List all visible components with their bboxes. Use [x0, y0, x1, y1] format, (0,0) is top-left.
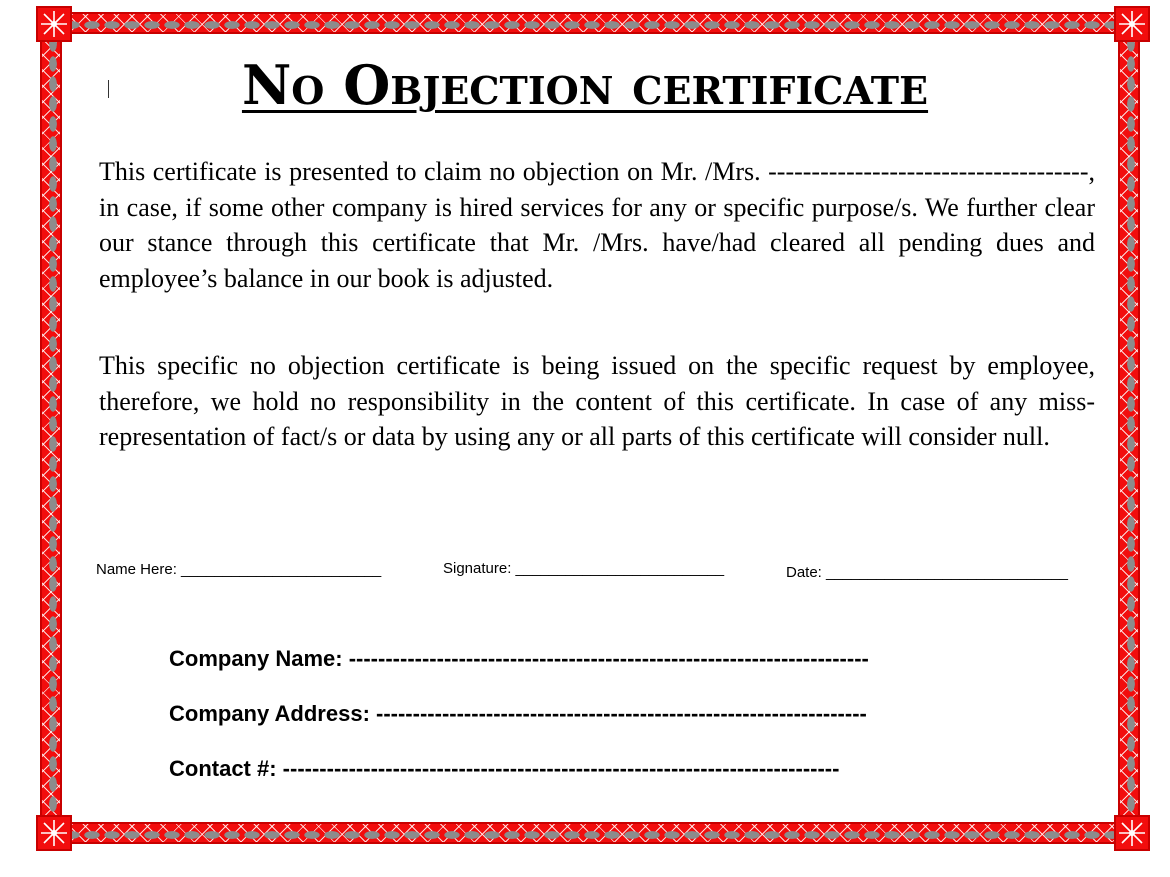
border-bottom — [62, 822, 1120, 844]
company-name-field[interactable]: Company Name: ----------------------------------------------------------------------- — [169, 646, 869, 671]
signature-field[interactable]: Signature: _________________________ — [443, 560, 725, 577]
name-field[interactable]: Name Here: ________________________ — [96, 561, 382, 578]
border-top — [62, 12, 1120, 34]
border-right — [1118, 34, 1140, 824]
corner-ornament-icon — [36, 6, 72, 42]
certificate-paragraph-1: This certificate is presented to claim no objection on Mr. /Mrs. -------------------------------------, in case, if some other company is hired services for any or specific purpose/s. We further clear our stance through this certificate that Mr. /Mrs. have/had cleared all pending dues and employee’s balance in our book is adjusted. — [99, 157, 1095, 293]
corner-ornament-icon — [36, 815, 72, 851]
corner-ornament-icon — [1114, 6, 1150, 42]
certificate-title: No Objection certificate — [241, 53, 929, 117]
contact-field[interactable]: Contact #: ---------------------------------------------------------------------------- — [169, 756, 840, 781]
corner-ornament-icon — [1114, 815, 1150, 851]
certificate-paragraph-2: This specific no objection certificate is being issued on the specific request by employee, therefore, we hold no responsibility in the content of this certificate. In case of any miss-representation of fact/s or data by using any or all parts of this certificate will consider null. — [99, 351, 1095, 452]
company-address-field[interactable]: Company Address: ------------------------------------------------------------------- — [169, 701, 867, 726]
date-field[interactable]: Date: _____________________________ — [786, 564, 1068, 581]
border-left — [40, 34, 62, 824]
